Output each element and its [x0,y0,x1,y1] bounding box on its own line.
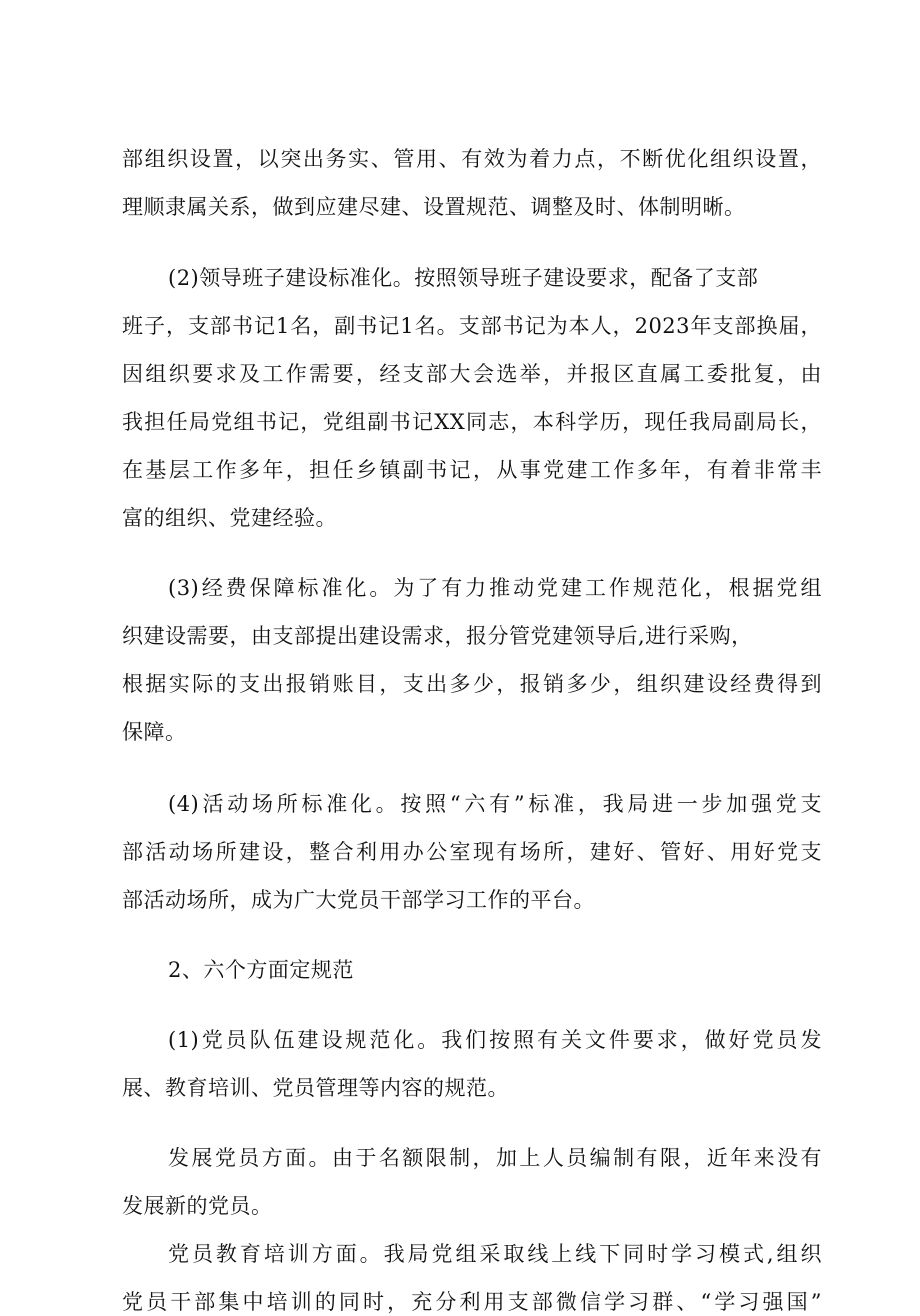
paragraph-line: 发展新的党员。 [122,1194,273,1218]
paragraph-line: 发展党员方面。由于名额限制，加上人员编制有限，近年来没有 [168,1146,822,1170]
paragraph-line: (3)经费保障标准化。为了有力推动党建工作规范化，根据党组 [168,576,822,600]
paragraph-line: 富的组织、党建经验。 [122,506,337,530]
paragraph-line: 在基层工作多年，担任乡镇副书记，从事党建工作多年，有着非常丰 [122,458,822,482]
paragraph-line: 织建设需要，由支部提出建设需求，报分管党建领导后,进行采购， [122,624,753,648]
paragraph-line: (2)领导班子建设标准化。按照领导班子建设要求，配备了支部 [168,266,759,290]
paragraph-line: 因组织要求及工作需要，经支部大会选举，并报区直属工委批复，由 [122,362,822,386]
paragraph-line: 展、教育培训、党员管理等内容的规范。 [122,1076,509,1100]
paragraph-line: 部活动场所建设，整合利用办公室现有场所，建好、管好、用好党支 [122,840,822,864]
paragraph-line: 根据实际的支出报销账目，支出多少，报销多少，组织建设经费得到 [122,672,822,696]
paragraph-line: 部组织设置，以突出务实、管用、有效为着力点，不断优化组织设置， [122,147,822,171]
paragraph-line: 保障。 [122,720,187,744]
paragraph-line: 党员干部集中培训的同时，充分利用支部微信学习群、“学习强国” [122,1290,822,1314]
paragraph-line: 部活动场所，成为广大党员干部学习工作的平台。 [122,888,595,912]
paragraph-line: (1)党员队伍建设规范化。我们按照有关文件要求，做好党员发 [168,1028,822,1052]
paragraph-line: 党员教育培训方面。我局党组采取线上线下同时学习模式,组织 [168,1242,822,1266]
paragraph-line: 班子，支部书记1名，副书记1名。支部书记为本人，2023年支部换届， [122,314,822,338]
paragraph-line: 理顺隶属关系，做到应建尽建、设置规范、调整及时、体制明晰。 [122,195,746,219]
paragraph-line: 我担任局党组书记，党组副书记XX同志，本科学历，现任我局副局长， [122,410,822,434]
paragraph-line: (4)活动场所标准化。按照“六有”标准，我局进一步加强党支 [168,792,822,816]
section-heading: 2、六个方面定规范 [168,958,354,982]
